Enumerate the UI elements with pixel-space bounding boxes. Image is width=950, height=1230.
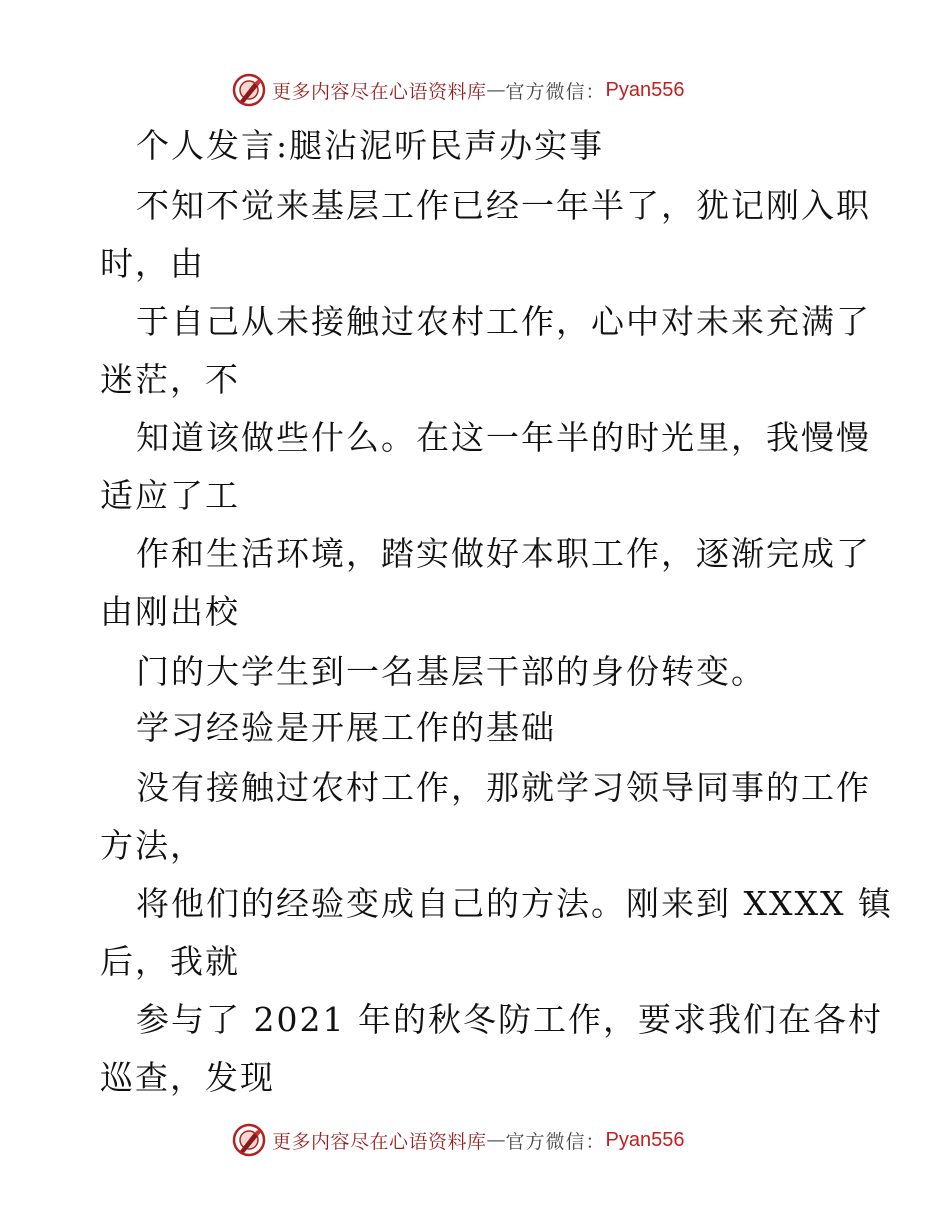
text-line: 作和生活环境，踏实做好本职工作，逐渐完成了 (136, 534, 871, 573)
text-line: 适应了工 (100, 476, 240, 515)
text-line: 后，我就 (100, 942, 240, 981)
banner-wechat-id: Pyan556 (605, 1128, 685, 1151)
text-line: 于自己从未接触过农村工作，心中对未来充满了 (136, 302, 871, 341)
banner-dash: — (486, 79, 506, 101)
text-line: 迷茫，不 (100, 360, 240, 399)
pen-logo-icon (232, 1123, 266, 1157)
footer-banner (232, 1122, 685, 1158)
section-heading: 学习经验是开展工作的基础 (136, 708, 556, 747)
text-line: 参与了 2021 年的秋冬防工作，要求我们在各村 (136, 1000, 883, 1039)
banner-wechat-label: 官方微信： (505, 1130, 606, 1153)
banner-wechat-id: Pyan556 (605, 78, 685, 101)
banner-wechat-label: 官方微信： (505, 80, 606, 103)
text-line: 不知不觉来基层工作已经一年半了，犹记刚入职 (136, 186, 871, 225)
banner-dash: — (486, 1129, 506, 1151)
text-line: 时，由 (100, 244, 205, 283)
pen-logo-icon (232, 73, 266, 107)
document-title: 个人发言:腿沾泥听民声办实事 (136, 126, 605, 165)
text-line: 知道该做些什么。在这一年半的时光里，我慢慢 (136, 418, 871, 457)
text-line: 方法， (100, 826, 205, 865)
text-line: 巡查，发现 (100, 1058, 275, 1097)
banner-title: 更多内容尽在心语资料库 (272, 1130, 487, 1153)
text-line: 由刚出校 (100, 592, 240, 631)
text-line: 门的大学生到一名基层干部的身份转变。 (136, 652, 766, 691)
header-banner (232, 72, 685, 108)
banner-title: 更多内容尽在心语资料库 (272, 80, 487, 103)
text-line: 将他们的经验变成自己的方法。刚来到 XXXX 镇 (136, 884, 893, 923)
text-line: 没有接触过农村工作，那就学习领导同事的工作 (136, 768, 871, 807)
